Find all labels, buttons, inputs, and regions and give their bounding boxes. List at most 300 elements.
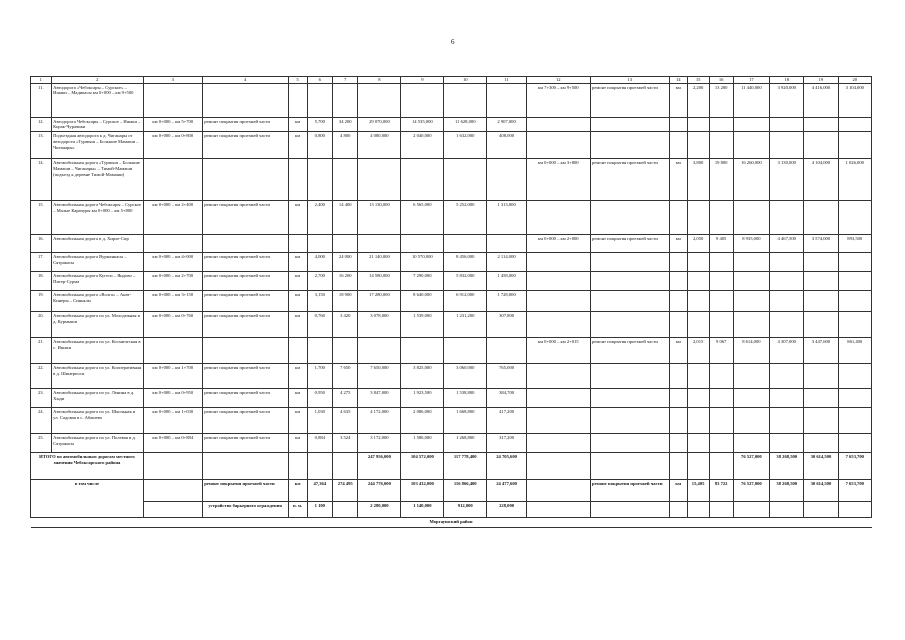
table-cell: км 0+000 – км 3+150 [143, 291, 202, 312]
table-cell [307, 159, 332, 201]
table-cell [670, 253, 687, 272]
table-cell: 3 574,000 [804, 235, 838, 253]
table-cell: 2 280,000 [358, 502, 401, 518]
table-cell: 15 [687, 77, 709, 84]
table-cell: км 0+000 – км 0+950 [143, 389, 202, 408]
table-cell: 1 100 [307, 502, 332, 518]
table-cell [733, 201, 770, 235]
table-cell: 3 078,000 [358, 312, 401, 338]
table-row [31, 312, 872, 338]
table-cell: 861,400 [838, 338, 872, 364]
table-cell: 3 447,600 [804, 338, 838, 364]
table-cell: ремонт покрытия проезжей части [590, 338, 669, 364]
table-cell: 25. [31, 434, 52, 453]
table-cell [202, 453, 288, 480]
table-cell: 1 [31, 77, 52, 84]
table-cell: 9 067 [709, 338, 733, 364]
table-cell: 24 705,600 [487, 453, 527, 480]
table-cell: 3 847,000 [358, 389, 401, 408]
table-cell [838, 132, 872, 159]
table-cell [307, 453, 332, 480]
table-cell [307, 235, 332, 253]
table-cell [401, 338, 444, 364]
table-cell: км 7+300 – км 9+500 [526, 83, 590, 117]
table-cell: 24. [31, 408, 52, 434]
table-cell [358, 159, 401, 201]
table-cell: 4 467,500 [770, 235, 804, 253]
table-cell [804, 389, 838, 408]
table-cell: 3 060,000 [444, 364, 487, 389]
table-cell: км [288, 389, 307, 408]
table-cell: 4 [202, 77, 288, 84]
table-cell: устройство барьерного ограждения [202, 502, 288, 518]
table-cell: Автомобильная дорога Кугеси – Яндово – Питер-Сурма [51, 272, 143, 291]
table-cell [770, 132, 804, 159]
table-row [31, 201, 872, 235]
table-cell: 104 572,000 [401, 453, 444, 480]
table-cell [733, 408, 770, 434]
table-cell: 1 140,000 [401, 502, 444, 518]
table-cell [333, 83, 358, 117]
table-cell: 4,000 [307, 253, 332, 272]
table-cell [487, 338, 527, 364]
table-cell [444, 83, 487, 117]
table-cell: 1 313,000 [487, 201, 527, 235]
table-cell [687, 389, 709, 408]
table-cell [770, 117, 804, 131]
table-cell [838, 502, 872, 518]
table-cell: 24 477,600 [487, 480, 527, 502]
table-cell: 13 200 [709, 83, 733, 117]
table-cell: 14 535,000 [401, 117, 444, 131]
table-cell: ИТОГО по автомобильным дорогам местного значения Чебоксарского района [31, 453, 144, 480]
table-cell [590, 272, 669, 291]
table-cell: 1 728,000 [487, 291, 527, 312]
table-cell [733, 117, 770, 131]
table-cell: 20 [838, 77, 872, 84]
table-cell: 10 570,000 [401, 253, 444, 272]
table-cell: 76 527,000 [733, 480, 770, 502]
table-cell: Автомобильная дорога по ул. Ленина в д. Хыди [51, 389, 143, 408]
table-cell [143, 338, 202, 364]
table-cell: 1 923,500 [401, 389, 444, 408]
table-cell [687, 502, 709, 518]
table-cell: 34 200 [333, 117, 358, 131]
table-cell: 16 200 [333, 272, 358, 291]
table-cell [770, 389, 804, 408]
table-cell: 4 307,000 [770, 338, 804, 364]
table-cell: 274 495 [333, 480, 358, 502]
table-cell: 317,200 [487, 434, 527, 453]
table-cell: 1 538,800 [444, 389, 487, 408]
table-cell: км 0+000 – км 2+015 [526, 338, 590, 364]
table-cell: 16. [31, 235, 52, 253]
table-cell: 18 [770, 77, 804, 84]
table-cell [733, 364, 770, 389]
table-cell [444, 235, 487, 253]
table-cell: 11 440,000 [733, 83, 770, 117]
table-cell: 8 614,000 [733, 338, 770, 364]
table-cell [143, 235, 202, 253]
table-cell: 47,364 [307, 480, 332, 502]
table-cell: Автомобильная дорога по ул. Молодежная в д. Курмыши [51, 312, 143, 338]
table-cell: 0,760 [307, 312, 332, 338]
table-cell [709, 117, 733, 131]
table-cell [333, 453, 358, 480]
table-cell [526, 502, 590, 518]
table-cell: км [288, 201, 307, 235]
table-cell: 1 268,800 [444, 434, 487, 453]
table-cell [358, 83, 401, 117]
table-cell: 19 [804, 77, 838, 84]
table-cell [487, 83, 527, 117]
table-cell: Подъездная автодорога к д. Чиганары от автодороги «Турмыш – Большие Мамаши – Чиганары» [51, 132, 143, 159]
table-cell: 2 114,000 [487, 253, 527, 272]
table-cell: км [670, 159, 687, 201]
table-cell: 3 920,000 [770, 83, 804, 117]
table-cell [670, 117, 687, 131]
table-cell: 2 086,000 [401, 408, 444, 434]
table-cell [202, 338, 288, 364]
table-cell: 11. [31, 83, 52, 117]
table-cell [202, 159, 288, 201]
table-cell [838, 272, 872, 291]
table-cell [526, 389, 590, 408]
table-cell: км [288, 408, 307, 434]
table-cell [770, 502, 804, 518]
table-cell: 11 628,000 [444, 117, 487, 131]
table-cell: Автомобильная дорога по ул. Космическая в с. Ишаки [51, 338, 143, 364]
table-cell: 7 650 [333, 364, 358, 389]
table-cell [288, 159, 307, 201]
table-cell [526, 408, 590, 434]
table-cell [733, 132, 770, 159]
table-cell [804, 502, 838, 518]
table-cell: ремонт покрытия проезжей части [202, 272, 288, 291]
table-cell: 2,050 [687, 235, 709, 253]
table-cell: ремонт покрытия проезжей части [590, 159, 669, 201]
table-cell: 6 912,000 [444, 291, 487, 312]
table-cell [590, 132, 669, 159]
table-cell: 18 900 [333, 291, 358, 312]
table-cell: 20. [31, 312, 52, 338]
table-cell: ремонт покрытия проезжей части [202, 408, 288, 434]
table-cell [687, 201, 709, 235]
table-cell: ремонт покрытия проезжей части [202, 291, 288, 312]
table-cell [288, 83, 307, 117]
table-cell: 38 268,500 [770, 453, 804, 480]
page-number: 6 [451, 38, 455, 46]
table-cell: 0,884 [307, 434, 332, 453]
table-cell [770, 253, 804, 272]
table-cell: 14 580,000 [358, 272, 401, 291]
table-cell [526, 201, 590, 235]
table-cell: км 0+000 – км 0+760 [143, 312, 202, 338]
table-cell [590, 408, 669, 434]
table-cell: км 0+000 – км 2+700 [143, 272, 202, 291]
table-cell: 103 432,000 [401, 480, 444, 502]
table-cell: Автомобильная дорога по ул. Полевая в д. Сятракасы [51, 434, 143, 453]
table-cell [333, 235, 358, 253]
table-row [31, 389, 872, 408]
table-cell: ремонт покрытия проезжей части [590, 235, 669, 253]
table-cell: км 0+000 – км 2+000 [526, 235, 590, 253]
table-cell: 9 [401, 77, 444, 84]
table-cell [358, 338, 401, 364]
table-cell [709, 201, 733, 235]
table-cell [526, 132, 590, 159]
table-cell [526, 253, 590, 272]
table-cell: Автомобильная дорога Чебоксары – Сурское – Малые Карачуры км 0+000 – км 5+800 [51, 201, 143, 235]
table-cell [687, 253, 709, 272]
table-cell [670, 389, 687, 408]
table-cell: км [288, 272, 307, 291]
table-cell: 2 040,000 [401, 132, 444, 159]
table-cell: км [670, 83, 687, 117]
table-cell: 38 268,500 [770, 480, 804, 502]
table-cell [709, 434, 733, 453]
table-cell: ремонт покрытия проезжей части [202, 480, 288, 502]
table-cell: 4 080,000 [358, 132, 401, 159]
table-cell: км 0+000 – км 5+700 [143, 117, 202, 131]
table-cell: 4 800 [333, 132, 358, 159]
table-cell [401, 159, 444, 201]
table-cell: ремонт покрытия проезжей части [202, 201, 288, 235]
table-cell [487, 235, 527, 253]
table-row [31, 364, 872, 389]
table-cell: 3 524 [333, 434, 358, 453]
table-cell [687, 117, 709, 131]
table-cell [487, 159, 527, 201]
table-cell [804, 434, 838, 453]
table-cell: 30 614,500 [804, 480, 838, 502]
table-cell [526, 272, 590, 291]
table-cell: 11 [487, 77, 527, 84]
table-cell: ремонт покрытия проезжей части [202, 312, 288, 338]
including-repair-row [31, 480, 872, 502]
table-cell: 15,405 [687, 480, 709, 502]
table-cell [733, 434, 770, 453]
table-cell: км [670, 480, 687, 502]
table-cell: км 0+000 – км 4+000 [143, 253, 202, 272]
table-cell: 247 956,000 [358, 453, 401, 480]
table-cell [590, 364, 669, 389]
table-cell [670, 364, 687, 389]
table-cell: 3 [143, 77, 202, 84]
table-cell [590, 117, 669, 131]
table-cell: 307,800 [487, 312, 527, 338]
table-cell: 3 420 [333, 312, 358, 338]
table-cell: 76 527,000 [733, 453, 770, 480]
table-cell [526, 480, 590, 502]
table-cell: км [670, 338, 687, 364]
table-row [31, 434, 872, 453]
table-cell [733, 389, 770, 408]
table-cell: 18. [31, 272, 52, 291]
table-cell [307, 338, 332, 364]
table-cell: 12. [31, 117, 52, 131]
table-cell: км [288, 480, 307, 502]
table-cell: 9 405 [709, 235, 733, 253]
table-cell: км [670, 235, 687, 253]
table-cell: 29 070,000 [358, 117, 401, 131]
including-barrier-row [31, 502, 872, 518]
table-cell: Автомобильная дорога «Турмыш – Большие Мамаши – Чиганары» – Тимой-Мамаши (подъезд к деревне Тимой-Мамаши) [51, 159, 143, 201]
region-heading-row [31, 518, 872, 528]
table-cell [526, 312, 590, 338]
table-cell: км 0+000 – км 3+800 [526, 159, 590, 201]
table-cell: 244 776,000 [358, 480, 401, 502]
table-cell: 16 260,000 [733, 159, 770, 201]
table-cell: 3 825,000 [401, 364, 444, 389]
table-cell: 21 140,000 [358, 253, 401, 272]
table-cell: км 0+000 – км 1+700 [143, 364, 202, 389]
table-cell [838, 364, 872, 389]
table-cell: 1 668,800 [444, 408, 487, 434]
table-cell [143, 453, 202, 480]
table-cell [590, 253, 669, 272]
table-cell: км 0+000 – км 1+030 [143, 408, 202, 434]
table-cell [590, 453, 669, 480]
table-cell: 6 565,000 [401, 201, 444, 235]
table-cell [288, 453, 307, 480]
table-cell [804, 253, 838, 272]
table-cell [838, 312, 872, 338]
table-cell [526, 434, 590, 453]
table-cell: 5 252,000 [444, 201, 487, 235]
table-cell: 83 722 [709, 480, 733, 502]
table-cell [670, 502, 687, 518]
table-cell [838, 408, 872, 434]
table-cell [202, 83, 288, 117]
table-cell: 1,700 [307, 364, 332, 389]
table-cell: Автомобильная дорога Вурманкасы – Сятракасы [51, 253, 143, 272]
table-cell: 5 [288, 77, 307, 84]
table-cell: 1 586,000 [401, 434, 444, 453]
table-cell: 765,000 [487, 364, 527, 389]
table-cell: 7 653,700 [838, 480, 872, 502]
region-heading: Моргаушский район [31, 518, 872, 528]
table-cell [838, 253, 872, 272]
table-cell [804, 291, 838, 312]
table-cell: км 0+000 – км 2+400 [143, 201, 202, 235]
table-cell: 17 [733, 77, 770, 84]
table-cell [838, 117, 872, 131]
table-cell [804, 272, 838, 291]
table-cell [333, 502, 358, 518]
table-cell [670, 201, 687, 235]
table-cell: 3 172,000 [358, 434, 401, 453]
table-cell [687, 132, 709, 159]
table-cell: 13. [31, 132, 52, 159]
table-cell: 4 172,000 [358, 408, 401, 434]
table-cell [709, 253, 733, 272]
table-cell [770, 312, 804, 338]
table-cell: 0,800 [307, 132, 332, 159]
table-cell [590, 291, 669, 312]
table-cell: 417,200 [487, 408, 527, 434]
table-cell [143, 502, 202, 518]
table-cell: 5,700 [307, 117, 332, 131]
table-cell [733, 291, 770, 312]
table-cell [401, 83, 444, 117]
table-cell: ремонт покрытия проезжей части [202, 132, 288, 159]
table-cell: 16 [709, 77, 733, 84]
table-cell: 12 [526, 77, 590, 84]
table-row [31, 408, 872, 434]
table-cell: 4 275 [333, 389, 358, 408]
table-cell [709, 502, 733, 518]
total-row [31, 453, 872, 480]
table-cell [687, 291, 709, 312]
table-cell [709, 291, 733, 312]
table-cell [770, 408, 804, 434]
table-cell: Автомобильная дорога по ул. Кооперативная в д. Шинерпоси [51, 364, 143, 389]
table-cell: 8 456,000 [444, 253, 487, 272]
table-cell: п. м. [288, 502, 307, 518]
table-cell: км 0+000 – км 0+884 [143, 434, 202, 453]
table-cell [590, 312, 669, 338]
table-cell: 19 800 [709, 159, 733, 201]
table-cell: 13 130,000 [358, 201, 401, 235]
table-cell [143, 159, 202, 201]
table-row [31, 132, 872, 159]
table-cell: 14 [670, 77, 687, 84]
table-cell: 116 866,400 [444, 480, 487, 502]
table-cell: Автомобильная дорога в д. Хирле-Сир [51, 235, 143, 253]
table-row [31, 159, 872, 201]
table-cell: 17 280,000 [358, 291, 401, 312]
table-cell [709, 272, 733, 291]
table-cell [733, 253, 770, 272]
table-cell: 4 104,000 [804, 159, 838, 201]
table-cell: 8 [358, 77, 401, 84]
table-cell: ремонт покрытия проезжей части [590, 83, 669, 117]
table-cell: 384,700 [487, 389, 527, 408]
table-cell: 7 650,000 [358, 364, 401, 389]
table-cell: 22. [31, 364, 52, 389]
table-cell: 4 416,000 [804, 83, 838, 117]
table-cell [670, 272, 687, 291]
table-cell: 117 778,400 [444, 453, 487, 480]
table-cell: 15. [31, 201, 52, 235]
table-cell: 21. [31, 338, 52, 364]
table-cell [804, 132, 838, 159]
table-cell: км [288, 312, 307, 338]
table-cell [444, 159, 487, 201]
table-row [31, 291, 872, 312]
table-cell [333, 159, 358, 201]
table-cell: 2,400 [307, 201, 332, 235]
table-cell [804, 201, 838, 235]
table-cell [444, 338, 487, 364]
table-cell [590, 434, 669, 453]
table-cell [143, 83, 202, 117]
column-number-row [31, 77, 872, 84]
table-cell: 3,800 [687, 159, 709, 201]
table-cell: 19. [31, 291, 52, 312]
table-row [31, 117, 872, 131]
table-cell [590, 201, 669, 235]
table-cell [590, 389, 669, 408]
table-cell: Автомобильная дорога «Волга» – Анат-Кинеры – Синьялы [51, 291, 143, 312]
table-row [31, 83, 872, 117]
table-cell: км [288, 291, 307, 312]
table-cell [838, 389, 872, 408]
table-cell: 2,700 [307, 272, 332, 291]
table-cell: 14. [31, 159, 52, 201]
table-cell [770, 434, 804, 453]
